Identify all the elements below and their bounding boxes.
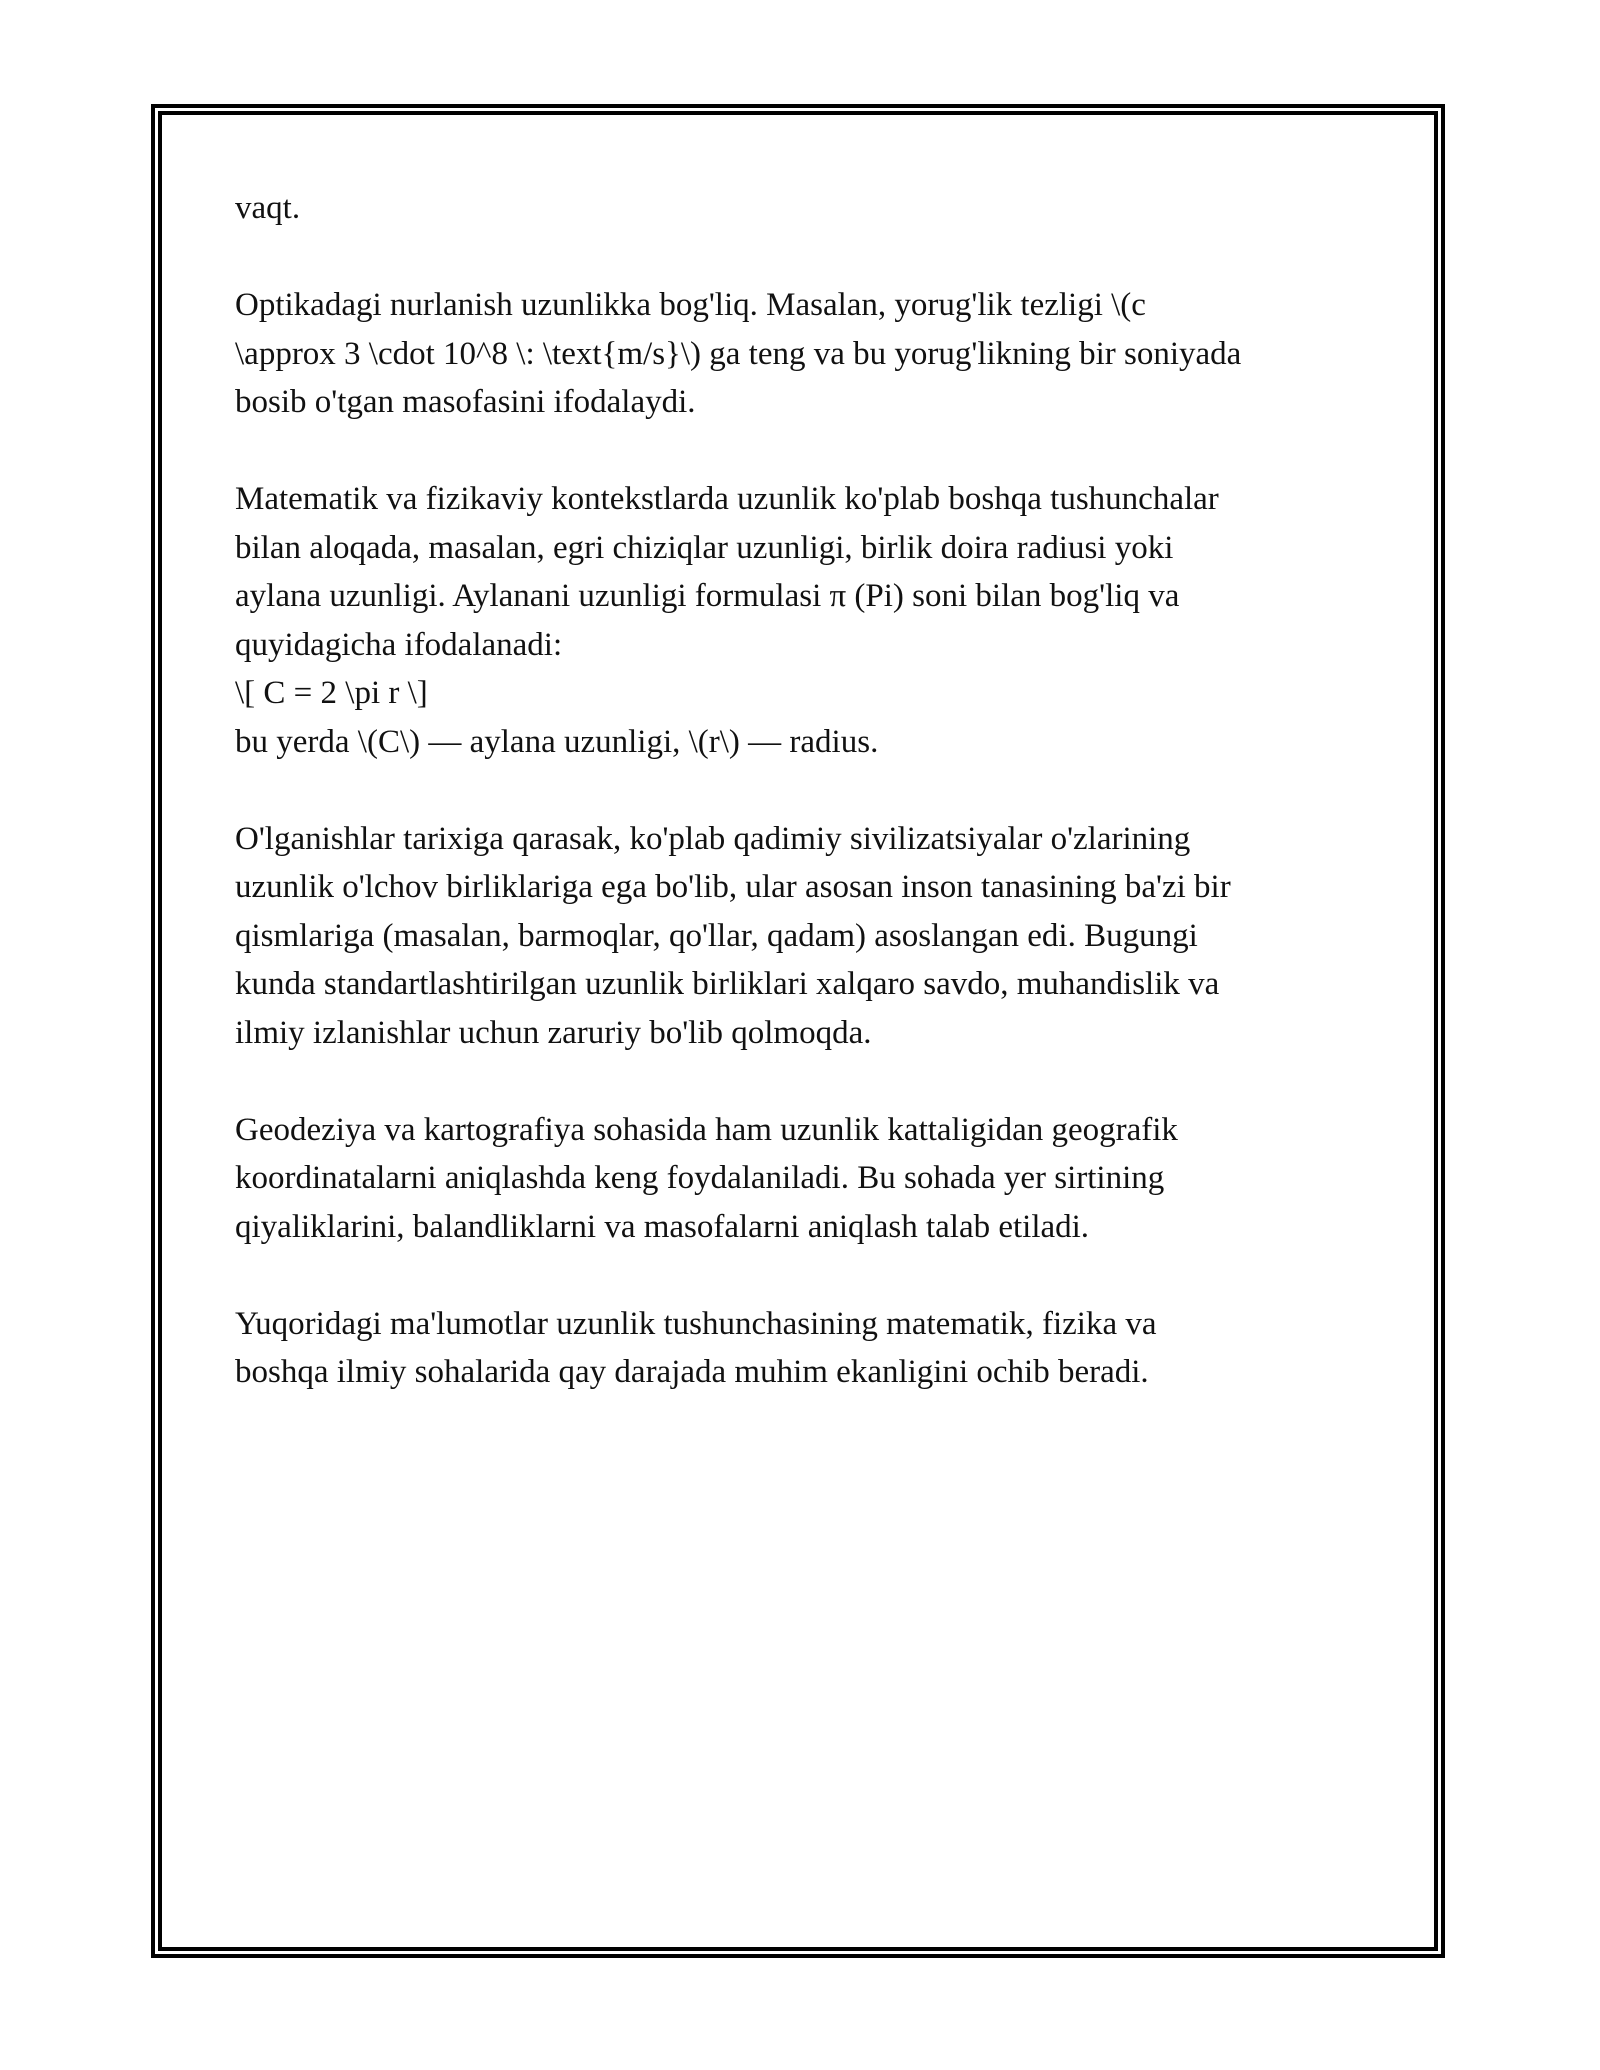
text-line: O'lganishlar tarixiga qarasak, ko'plab qadimiy sivilizatsiyalar o'zlarining xyxy=(235,820,1191,857)
text-line: bilan aloqada, masalan, egri chiziqlar uzunligi, birlik doira radiusi yoki xyxy=(235,529,1174,566)
text-line: vaqt. xyxy=(235,190,301,226)
text-line: Yuqoridagi ma'lumotlar uzunlik tushunchasining matematik, fizika va xyxy=(235,1305,1157,1342)
paragraph-history xyxy=(235,815,1375,1058)
text-line: ilmiy izlanishlar uchun zaruriy bo'lib qolmoqda. xyxy=(235,1014,872,1051)
text-line: Geodeziya va kartografiya sohasida ham uzunlik kattaligidan geografik xyxy=(235,1111,1178,1148)
document-body xyxy=(235,184,1375,1445)
paragraph-circumference xyxy=(235,475,1375,766)
text-line: Optikadagi nurlanish uzunlikka bog'liq. Masalan, yorug'lik tezligi \(c xyxy=(235,287,1146,323)
text-line: \approx 3 \cdot 10^8 \: \text{m/s}\) ga teng va bu yorug'likning bir soniyada xyxy=(235,335,1242,372)
paragraph-conclusion xyxy=(235,1300,1375,1397)
text-line: qismlariga (masalan, barmoqlar, qo'llar, qadam) asoslangan edi. Bugungi xyxy=(235,917,1198,954)
paragraph-geodesy xyxy=(235,1106,1375,1252)
paragraph-continuation xyxy=(235,184,1375,233)
formula-line: \[ C = 2 \pi r \] xyxy=(235,675,428,711)
text-line: kunda standartlashtirilgan uzunlik birliklari xalqaro savdo, muhandislik va xyxy=(235,966,1220,1002)
text-line: qiyaliklarini, balandliklarni va masofalarni aniqlash talab etiladi. xyxy=(235,1208,1090,1245)
text-line: boshqa ilmiy sohalarida qay darajada muhim ekanligini ochib beradi. xyxy=(235,1354,1149,1390)
text-line: uzunlik o'lchov birliklariga ega bo'lib, ular asosan inson tanasining ba'zi bir xyxy=(235,869,1231,905)
text-line: aylana uzunligi. Aylanani uzunligi formulasi π (Pi) soni bilan bog'liq va xyxy=(235,578,1180,614)
text-line: koordinatalarni aniqlashda keng foydalaniladi. Bu sohada yer sirtining xyxy=(235,1160,1165,1196)
text-line: bu yerda \(C\) — aylana uzunligi, \(r\) — radius. xyxy=(235,723,879,760)
paragraph-optics xyxy=(235,281,1375,427)
text-line: Matematik va fizikaviy kontekstlarda uzunlik ko'plab boshqa tushunchalar xyxy=(235,481,1219,517)
text-line: bosib o'tgan masofasini ifodalaydi. xyxy=(235,384,696,420)
text-line: quyidagicha ifodalanadi: xyxy=(235,626,563,663)
